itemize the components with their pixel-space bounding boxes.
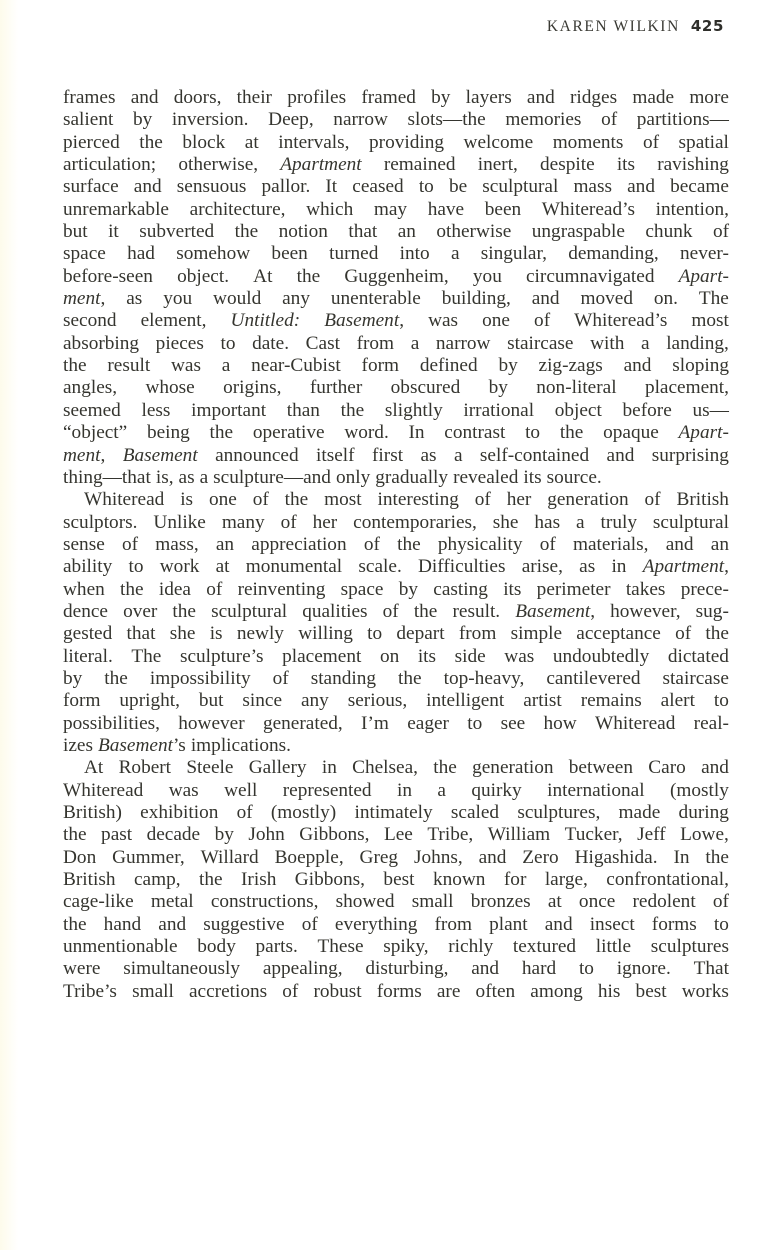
- text-line: possibilities, however generated, I’m eager to see how Whiteread real-: [63, 712, 729, 734]
- paragraph: [63, 87, 729, 489]
- text-line: sculptors. Unlike many of her contemporaries, she has a truly sculptural: [63, 511, 729, 533]
- text-line: the hand and suggestive of everything from plant and insect forms to: [63, 913, 729, 935]
- text-line: salient by inversion. Deep, narrow slots—the memories of partitions—: [63, 109, 729, 131]
- text-line: gested that she is newly willing to depart from simple acceptance of the: [63, 623, 729, 645]
- text-line: when the idea of reinventing space by casting its perimeter takes prece-: [63, 578, 729, 600]
- text-line: pierced the block at intervals, providing welcome moments of spatial: [63, 131, 729, 153]
- body-text: [63, 87, 729, 1003]
- text-line: surface and sensuous pallor. It ceased to be sculptural mass and became: [63, 176, 729, 198]
- text-line: second element, Untitled: Basement, was one of Whiteread’s most: [63, 310, 729, 332]
- page-number: 425: [690, 17, 724, 35]
- text-line: absorbing pieces to date. Cast from a narrow staircase with a landing,: [63, 332, 729, 354]
- text-line: were simultaneously appealing, disturbing, and hard to ignore. That: [63, 958, 729, 980]
- text-line: British camp, the Irish Gibbons, best known for large, confrontational,: [63, 869, 729, 891]
- text-line: but it subverted the notion that an otherwise ungraspable chunk of: [63, 221, 729, 243]
- text-line: ment, Basement announced itself first as a self-contained and surprising: [63, 444, 729, 466]
- text-line: unmentionable body parts. These spiky, richly textured little sculptures: [63, 936, 729, 958]
- text-line: articulation; otherwise, Apartment remained inert, despite its ravishing: [63, 154, 729, 176]
- text-line: “object” being the operative word. In contrast to the opaque Apart-: [63, 422, 729, 444]
- text-line: the result was a near-Cubist form defined by zig-zags and sloping: [63, 355, 729, 377]
- text-line: British) exhibition of (mostly) intimately scaled sculptures, made during: [63, 802, 729, 823]
- text-line: form upright, but since any serious, intelligent artist remains alert to: [63, 690, 729, 712]
- text-line: Tribe’s small accretions of robust forms are often among his best works: [63, 980, 729, 1002]
- text-line: literal. The sculpture’s placement on its side was undoubtedly dictated: [63, 645, 729, 667]
- text-line: thing—that is, as a sculpture—and only gradually revealed its source.: [63, 466, 602, 488]
- text-line: Whiteread is one of the most interesting of her generation of British: [84, 489, 729, 511]
- running-head-author: KAREN WILKIN: [546, 18, 680, 35]
- text-line: sense of mass, an appreciation of the physicality of materials, and an: [63, 533, 729, 555]
- text-line: space had somehow been turned into a singular, demanding, never-: [63, 243, 729, 265]
- text-line: At Robert Steele Gallery in Chelsea, the generation between Caro and: [84, 757, 729, 779]
- text-line: Don Gummer, Willard Boepple, Greg Johns, and Zero Higashida. In the: [63, 846, 729, 868]
- text-line: cage-like metal constructions, showed small bronzes at once redolent of: [63, 891, 729, 913]
- running-head: [547, 17, 724, 36]
- text-line: ment, as you would any unenterable building, and moved on. The: [63, 288, 729, 310]
- text-line: ability to work at monumental scale. Difficulties arise, as in Apartment,: [63, 556, 729, 578]
- text-line: unremarkable architecture, which may have been Whiteread’s intention,: [63, 198, 729, 220]
- text-line: frames and doors, their profiles framed by layers and ridges made more: [63, 87, 729, 108]
- paragraph: [63, 757, 729, 1003]
- text-line: angles, whose origins, further obscured by non-literal placement,: [63, 377, 729, 399]
- paragraph: [63, 489, 729, 757]
- text-line: Whiteread was well represented in a quirky international (mostly: [63, 779, 729, 801]
- text-line: the past decade by John Gibbons, Lee Tribe, William Tucker, Jeff Lowe,: [63, 824, 729, 846]
- text-line: izes Basement’s implications.: [63, 734, 291, 756]
- text-line: by the impossibility of standing the top-heavy, cantilevered staircase: [63, 667, 729, 689]
- text-line: before-seen object. At the Guggenheim, you circumnavigated Apart-: [63, 265, 729, 287]
- text-line: seemed less important than the slightly irrational object before us—: [63, 399, 729, 421]
- text-line: dence over the sculptural qualities of the result. Basement, however, sug-: [63, 600, 729, 622]
